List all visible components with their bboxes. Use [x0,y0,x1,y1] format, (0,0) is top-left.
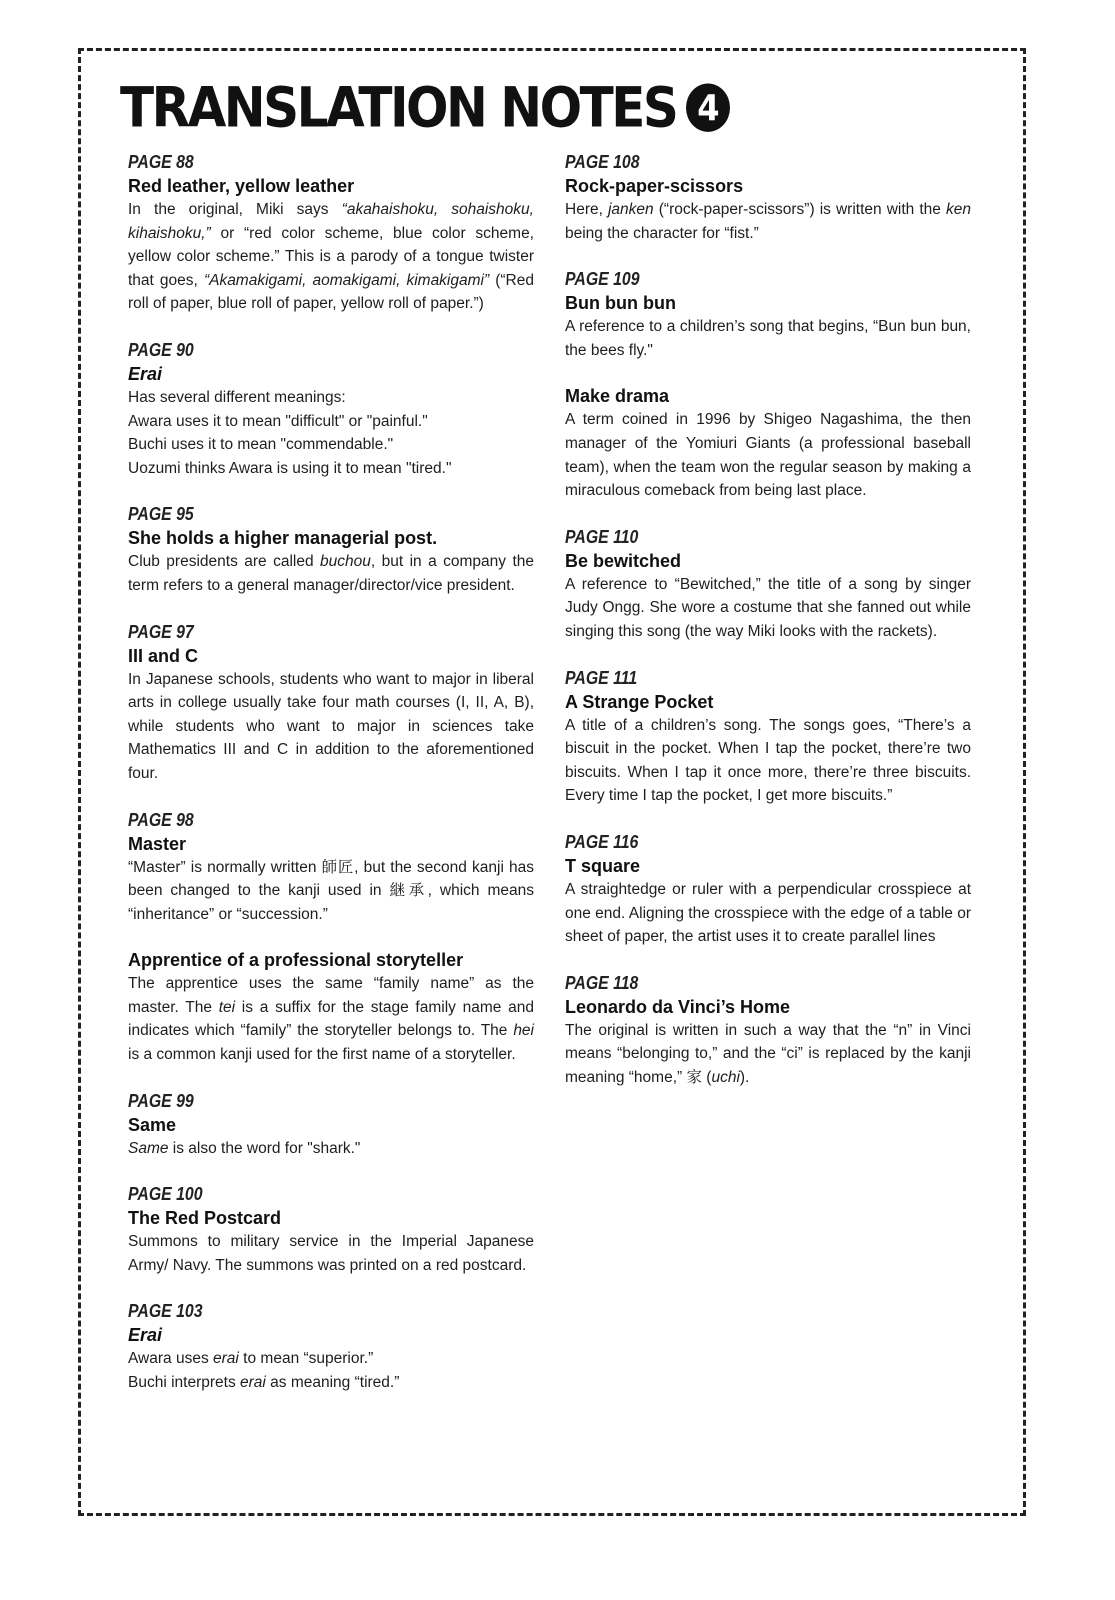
note-page-number: PAGE 116 [565,831,639,852]
note-body: A reference to “Bewitched,” the title of a song by singer Judy Ongg. She wore a costume that she fanned out while singing this song (the way Miki looks with the rackets). [565,575,971,640]
note-page-number: PAGE 95 [128,504,194,525]
note-body: A reference to a children’s song that begins, “Bun bun bun, the bees fly." [565,318,971,359]
volume-number-badge: 4 [686,84,730,132]
note-page-number: PAGE 100 [128,1184,203,1205]
note-body: The apprentice uses the same “family name” as the master. The tei is a suffix for the stage family name and indicates which “family” the storyteller belongs to. The hei is a common kanji used for the first name of a storyteller. [128,975,534,1064]
translation-note [128,1299,534,1394]
translation-note [565,525,971,644]
note-heading: Rock-paper-scissors [565,176,744,196]
translation-note [128,808,534,927]
page-title [120,75,730,140]
translation-note [565,830,971,949]
note-page-number: PAGE 110 [565,526,639,547]
note-body: Club presidents are called buchou, but in a company the term refers to a general manager/director/vice president. [128,553,534,594]
note-heading: Leonardo da Vinci’s Home [565,996,791,1017]
note-page-number: PAGE 103 [128,1301,203,1322]
note-heading: Master [128,833,187,854]
note-heading: T square [565,855,641,876]
translation-note [128,150,534,316]
notes-column-left [128,150,534,1417]
note-body: Has several different meanings: Awara uses it to mean "difficult" or "painful." Buchi uses it to mean "commendable." Uozumi thinks Awara is using it to mean "tired." [128,388,452,477]
note-body: A title of a children’s song. The songs goes, “There’s a biscuit in the pocket. When I tap the pocket, there’re two biscuits. When I tap it once more, there’re three biscuits. Every time I tap the pocket, I get more biscuits.” [565,716,971,805]
note-heading: Make drama [565,386,670,407]
note-page-number: PAGE 108 [565,152,640,172]
note-body: Same is also the word for "shark." [128,1139,361,1157]
note-body: “Master” is normally written 師匠, but the second kanji has been changed to the kanji used in 継承, which means “inheritance” or “succession.” [128,858,534,923]
note-page-number: PAGE 109 [565,269,640,290]
note-page-number: PAGE 111 [565,667,638,688]
translation-note [128,620,534,786]
note-page-number: PAGE 88 [128,152,194,172]
translation-note [128,502,534,597]
note-body: In Japanese schools, students who want to major in liberal arts in college usually take four math courses (I, II, A, B), while students who want to major in sciences take Mathematics III and C in addition to the aforementioned four. [128,670,534,782]
title-text: TRANSLATION NOTES [120,75,677,140]
notes-column-right [565,150,971,1111]
note-heading: Erai [128,1325,163,1346]
translation-note [128,1089,534,1161]
note-heading: The Red Postcard [128,1208,282,1229]
note-body: Awara uses erai to mean “superior.” Buchi interprets erai as meaning “tired.” [128,1350,400,1392]
note-heading: A Strange Pocket [565,691,714,712]
note-heading: She holds a higher managerial post. [128,528,438,549]
note-body: Summons to military service in the Imperial Japanese Army/ Navy. The summons was printed on a red postcard. [128,1233,534,1274]
note-page-number: PAGE 118 [565,972,639,993]
translation-note [128,1182,534,1277]
translation-note [565,150,971,245]
note-heading: Red leather, yellow leather [128,176,355,196]
note-page-number: PAGE 90 [128,339,194,360]
note-body: A straightedge or ruler with a perpendicular crosspiece at one end. Aligning the crosspiece with the edge of a table or sheet of paper, the artist uses it to create parallel lines [565,880,971,946]
translation-note [128,948,534,1066]
note-page-number: PAGE 98 [128,809,194,830]
note-heading: Bun bun bun [565,293,676,314]
translation-note [565,384,971,502]
note-page-number: PAGE 97 [128,621,194,642]
note-body: In the original, Miki says “akahaishoku, sohaishoku, kihaishoku,” or “red color scheme, blue color scheme, yellow color scheme.” This is a parody of a tongue twister that goes, “Akamakigami, aomakigami, kimakigami” (“Red roll of paper, blue roll of paper, yellow roll of paper.”) [128,201,534,313]
translation-note [565,267,971,362]
note-body: The original is written in such a way that the “n” in Vinci means “belonging to,” and the “ci” is replaced by the kanji meaning “home,” 家 (uchi). [565,1021,971,1086]
translation-note [565,666,971,808]
note-heading: Same [128,1114,177,1135]
translation-note [128,338,534,480]
note-heading: Apprentice of a professional storyteller [128,950,464,971]
translation-note [565,971,971,1090]
note-body: A term coined in 1996 by Shigeo Nagashima, the then manager of the Yomiuri Giants (a professional baseball team), when the team won the regular season by making a miraculous comeback from being last place. [565,411,971,500]
note-heading: Erai [128,363,163,384]
note-body: Here, janken (“rock-paper-scissors”) is written with the ken being the character for “fist.” [565,201,971,242]
note-heading: III and C [128,645,199,666]
note-heading: Be bewitched [565,550,682,571]
note-page-number: PAGE 99 [128,1090,194,1111]
